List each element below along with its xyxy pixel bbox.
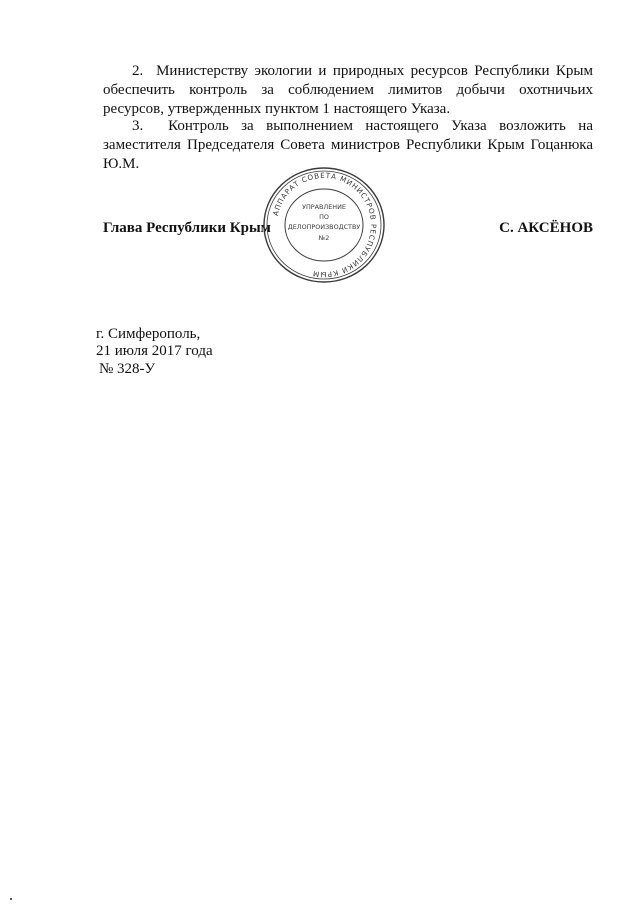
paragraph-3-text: Контроль за выполнением настоящего Указа возложить на заместителя Председателя Совета министров Республики Крым Гоцанюка Ю.М.: [103, 118, 593, 172]
stamp-line-2: ПО: [319, 213, 329, 221]
document-city: г. Симферополь,: [96, 326, 201, 342]
scan-speck: [10, 898, 12, 900]
paragraph-2-text: Министерству экологии и природных ресурсов Республики Крым обеспечить контроль за соблюдением лимитов добычи охотничьих ресурсов, утвержденных пунктом 1 настоящего Указа.: [103, 63, 594, 117]
signatory-position: Глава Республики Крым: [103, 220, 271, 236]
paragraph-3-number: 3.: [132, 118, 144, 134]
official-stamp: [262, 166, 386, 284]
paragraph-2: [103, 62, 593, 119]
document-number: № 328-У: [99, 361, 156, 377]
stamp-ring-text: АППАРАТ СОВЕТА МИНИСТРОВ РЕСПУБЛИКИ КРЫМ: [270, 170, 379, 280]
stamp-line-1: УПРАВЛЕНИЕ: [302, 203, 346, 211]
paragraph-2-number: 2.: [132, 63, 144, 79]
stamp-line-3: ДЕЛОПРОИЗВОДСТВУ: [287, 223, 361, 231]
document-date: 21 июля 2017 года: [96, 343, 213, 359]
stamp-line-4: №2: [318, 234, 330, 242]
signatory-name: С. АКСЁНОВ: [499, 220, 593, 236]
